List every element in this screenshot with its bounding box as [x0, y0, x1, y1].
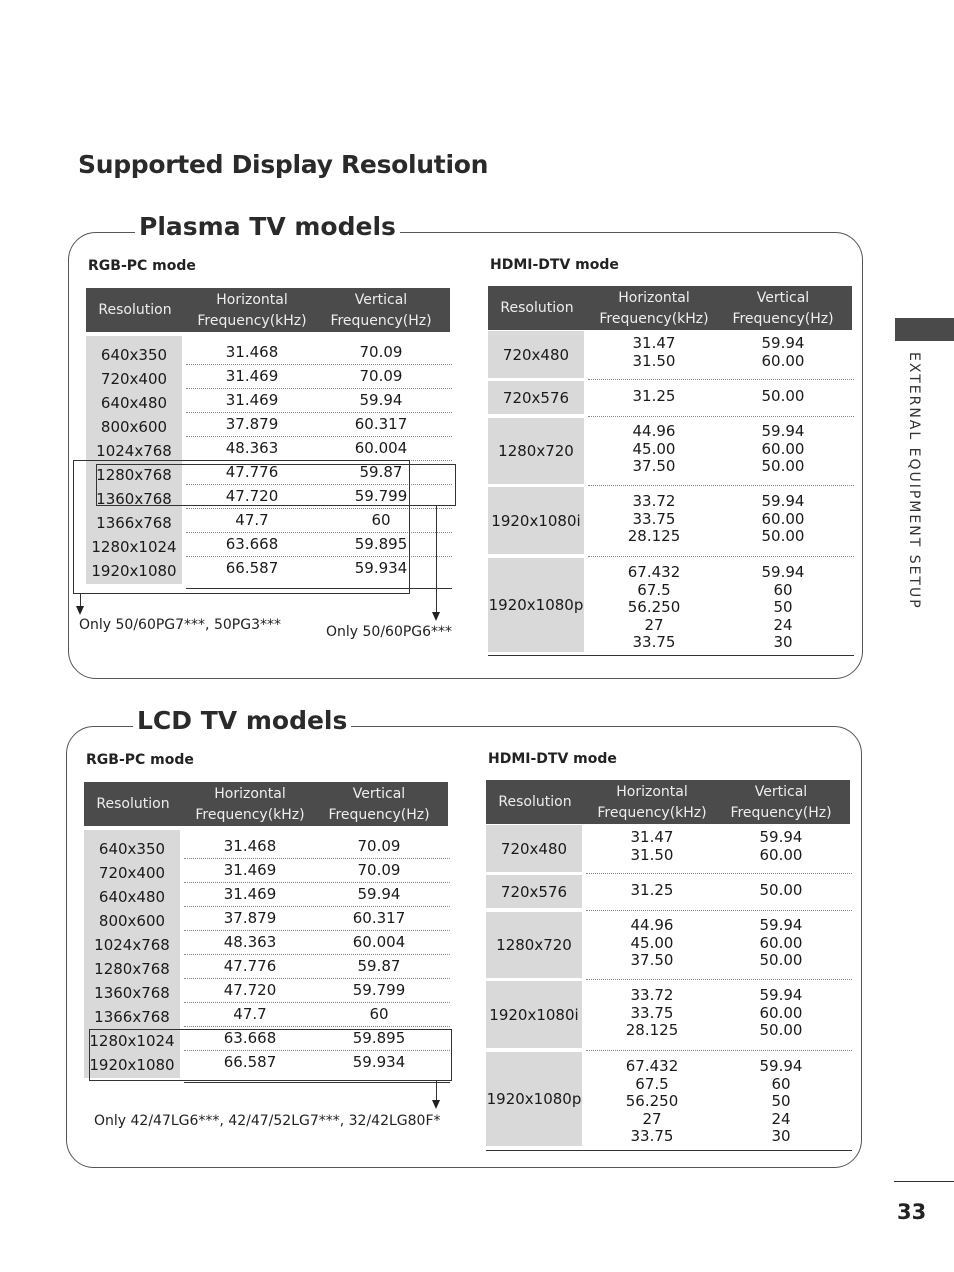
plasma-note-left: Only 50/60PG7***, 50PG3***	[79, 617, 281, 633]
table-row	[488, 331, 854, 378]
table-row	[86, 366, 452, 390]
v-freq-cell: 70.09	[357, 861, 401, 879]
header-vertical: Vertical Frequency(Hz)	[730, 784, 832, 821]
lcd-arrow-icon	[432, 1100, 440, 1109]
v-freq-cell: 60.004	[352, 933, 406, 951]
v-freq-cell: 59.94 60.00 50.00	[759, 916, 803, 969]
h-freq-cell: 31.469	[225, 367, 279, 385]
lcd-hdmi-table-header	[486, 780, 850, 824]
table-row	[86, 390, 452, 414]
table-row	[486, 1052, 852, 1146]
h-freq-cell: 31.25	[632, 387, 676, 405]
resolution-cell: 800x600	[84, 908, 180, 930]
lcd-hdmi-table-bottom-rule	[486, 1150, 852, 1151]
v-freq-cell: 59.94 60.00	[759, 828, 803, 864]
h-freq-cell: 44.96 45.00 37.50	[632, 422, 676, 475]
v-freq-cell: 59.799	[354, 487, 408, 505]
table-row	[86, 414, 452, 438]
plasma-section-title: Plasma TV models	[135, 212, 400, 241]
resolution-cell: 720x400	[86, 366, 182, 388]
table-row	[84, 956, 450, 980]
plasma-arrow-right-icon	[432, 612, 440, 621]
resolution-cell: 800x600	[86, 414, 182, 436]
header-vertical: Vertical Frequency(Hz)	[328, 786, 430, 823]
h-freq-cell: 47.720	[225, 487, 279, 505]
h-freq-cell: 47.720	[223, 981, 277, 999]
plasma-arrow-line-right	[436, 506, 437, 612]
h-freq-cell: 31.468	[225, 343, 279, 361]
header-horizontal: Horizontal Frequency(kHz)	[195, 786, 305, 823]
resolution-cell: 1280x720	[488, 418, 584, 484]
resolution-cell: 720x576	[488, 381, 584, 414]
h-freq-cell: 33.72 33.75 28.125	[625, 986, 679, 1039]
section-side-label: EXTERNAL EQUIPMENT SETUP	[906, 352, 922, 610]
v-freq-cell: 60.317	[352, 909, 406, 927]
v-freq-cell: 60	[369, 1005, 389, 1023]
lcd-hdmi-mode-label: HDMI-DTV mode	[488, 751, 617, 767]
resolution-cell: 720x576	[486, 875, 582, 908]
h-freq-cell: 31.469	[223, 861, 277, 879]
header-resolution: Resolution	[500, 300, 574, 316]
v-freq-cell: 59.94 60.00 50.00	[759, 986, 803, 1039]
v-freq-cell: 59.799	[352, 981, 406, 999]
resolution-cell: 1280x1024	[84, 1028, 180, 1050]
h-freq-cell: 44.96 45.00 37.50	[630, 916, 674, 969]
table-row	[488, 381, 854, 414]
v-freq-cell: 70.09	[359, 367, 403, 385]
header-vertical: Vertical Frequency(Hz)	[330, 292, 432, 329]
v-freq-cell: 59.87	[359, 463, 403, 481]
resolution-cell: 1920x1080	[86, 558, 182, 580]
resolution-cell: 720x400	[84, 860, 180, 882]
resolution-cell: 1280x720	[486, 912, 582, 978]
table-row	[486, 981, 852, 1048]
v-freq-cell: 59.895	[352, 1029, 406, 1047]
header-resolution: Resolution	[96, 796, 170, 812]
resolution-cell: 640x350	[84, 836, 180, 858]
page-number: 33	[897, 1200, 927, 1224]
plasma-rgb-table-header	[86, 288, 450, 332]
resolution-cell: 640x350	[86, 342, 182, 364]
resolution-cell: 1366x768	[86, 510, 182, 532]
h-freq-cell: 47.776	[225, 463, 279, 481]
h-freq-cell: 31.47 31.50	[630, 828, 674, 864]
v-freq-cell: 59.94 60.00 50.00	[761, 492, 805, 545]
h-freq-cell: 31.469	[225, 391, 279, 409]
v-freq-cell: 59.934	[354, 559, 408, 577]
resolution-cell: 1920x1080i	[486, 981, 582, 1048]
plasma-note-right: Only 50/60PG6***	[326, 624, 453, 640]
h-freq-cell: 33.72 33.75 28.125	[627, 492, 681, 545]
v-freq-cell: 59.895	[354, 535, 408, 553]
h-freq-cell: 48.363	[225, 439, 279, 457]
table-row	[488, 418, 854, 484]
plasma-hdmi-mode-label: HDMI-DTV mode	[490, 257, 619, 273]
table-row	[488, 487, 854, 554]
v-freq-cell: 59.94 60 50 24 30	[759, 1057, 803, 1145]
lcd-note: Only 42/47LG6***, 42/47/52LG7***, 32/42LG80F*	[94, 1113, 441, 1129]
h-freq-cell: 67.432 67.5 56.250 27 33.75	[627, 563, 681, 651]
table-row	[84, 980, 450, 1004]
header-horizontal: Horizontal Frequency(kHz)	[197, 292, 307, 329]
table-row	[488, 558, 854, 652]
v-freq-cell: 50.00	[759, 881, 803, 899]
table-row	[84, 932, 450, 956]
lcd-rgb-table-header	[84, 782, 448, 826]
h-freq-cell: 47.7	[233, 1005, 267, 1023]
resolution-cell: 1920x1080i	[488, 487, 584, 554]
resolution-cell: 640x480	[84, 884, 180, 906]
page-title: Supported Display Resolution	[78, 150, 489, 179]
resolution-cell: 1280x1024	[86, 534, 182, 556]
lcd-hdmi-table	[486, 825, 852, 1149]
h-freq-cell: 31.469	[223, 885, 277, 903]
v-freq-cell: 59.94 60.00 50.00	[761, 422, 805, 475]
v-freq-cell: 59.94	[357, 885, 401, 903]
resolution-cell: 1360x768	[84, 980, 180, 1002]
header-resolution: Resolution	[498, 794, 572, 810]
page-number-rule	[894, 1181, 954, 1182]
resolution-cell: 1920x1080p	[486, 1052, 582, 1146]
resolution-cell: 1366x768	[84, 1004, 180, 1026]
resolution-cell: 1280x768	[84, 956, 180, 978]
v-freq-cell: 59.934	[352, 1053, 406, 1071]
h-freq-cell: 66.587	[225, 559, 279, 577]
lcd-arrow-line	[436, 1081, 437, 1101]
table-row	[84, 1004, 450, 1028]
v-freq-cell: 70.09	[359, 343, 403, 361]
table-row	[84, 860, 450, 884]
plasma-hdmi-table-bottom-rule	[488, 655, 854, 656]
table-row	[86, 342, 452, 366]
h-freq-cell: 63.668	[225, 535, 279, 553]
resolution-cell: 1024x768	[84, 932, 180, 954]
header-vertical: Vertical Frequency(Hz)	[732, 290, 834, 327]
plasma-highlight-box-pg6	[96, 464, 456, 506]
v-freq-cell: 50.00	[761, 387, 805, 405]
lcd-rgb-mode-label: RGB-PC mode	[86, 752, 194, 768]
table-row	[84, 884, 450, 908]
h-freq-cell: 48.363	[223, 933, 277, 951]
h-freq-cell: 67.432 67.5 56.250 27 33.75	[625, 1057, 679, 1145]
v-freq-cell: 60.317	[354, 415, 408, 433]
v-freq-cell: 60	[371, 511, 391, 529]
resolution-cell: 1280x768	[86, 462, 182, 484]
table-row	[84, 908, 450, 932]
table-row	[486, 912, 852, 978]
lcd-section-title: LCD TV models	[133, 706, 351, 735]
h-freq-cell: 31.25	[630, 881, 674, 899]
plasma-rgb-mode-label: RGB-PC mode	[88, 258, 196, 274]
h-freq-cell: 37.879	[225, 415, 279, 433]
plasma-hdmi-table	[488, 331, 854, 655]
v-freq-cell: 59.94 60.00	[761, 334, 805, 370]
header-horizontal: Horizontal Frequency(kHz)	[597, 784, 707, 821]
h-freq-cell: 63.668	[223, 1029, 277, 1047]
h-freq-cell: 31.468	[223, 837, 277, 855]
v-freq-cell: 70.09	[357, 837, 401, 855]
resolution-cell: 1920x1080p	[488, 558, 584, 652]
resolution-cell: 720x480	[488, 331, 584, 378]
resolution-cell: 640x480	[86, 390, 182, 412]
table-row	[486, 825, 852, 872]
resolution-cell: 1920x1080	[84, 1052, 180, 1074]
h-freq-cell: 66.587	[223, 1053, 277, 1071]
table-row	[86, 438, 452, 462]
table-row	[84, 836, 450, 860]
lcd-highlight-box	[89, 1029, 452, 1081]
section-tab-marker	[895, 318, 954, 341]
v-freq-cell: 59.94	[359, 391, 403, 409]
v-freq-cell: 59.87	[357, 957, 401, 975]
resolution-cell: 720x480	[486, 825, 582, 872]
h-freq-cell: 31.47 31.50	[632, 334, 676, 370]
plasma-hdmi-table-header	[488, 286, 852, 330]
h-freq-cell: 47.776	[223, 957, 277, 975]
table-row	[486, 875, 852, 908]
plasma-arrow-left-icon	[76, 606, 84, 615]
v-freq-cell: 59.94 60 50 24 30	[761, 563, 805, 651]
h-freq-cell: 47.7	[235, 511, 269, 529]
header-horizontal: Horizontal Frequency(kHz)	[599, 290, 709, 327]
resolution-cell: 1024x768	[86, 438, 182, 460]
lcd-rgb-table-bottom-rule	[184, 1082, 450, 1083]
h-freq-cell: 37.879	[223, 909, 277, 927]
v-freq-cell: 60.004	[354, 439, 408, 457]
resolution-cell: 1360x768	[86, 486, 182, 508]
header-resolution: Resolution	[98, 302, 172, 318]
